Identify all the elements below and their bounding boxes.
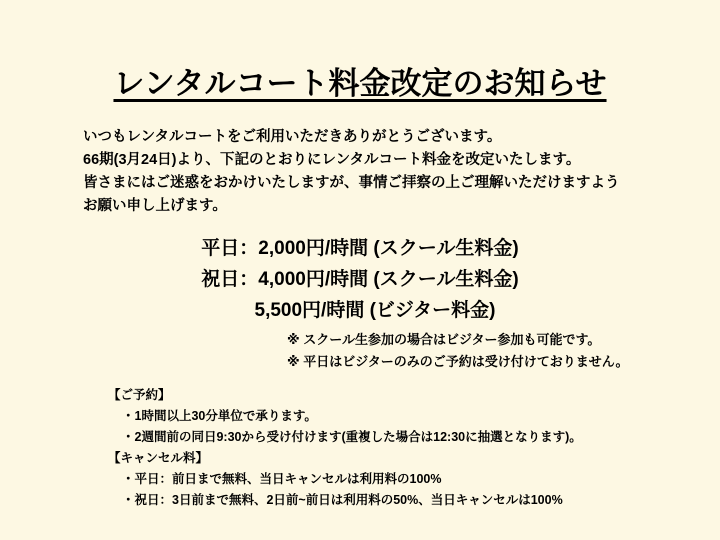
note-1: ※ スクール生参加の場合はビジター参加も可能です。 [287, 332, 601, 347]
reservation-item-2: ・2週間前の同日9:30から受け付けます(重複した場合は12:30に抽選となります)。 [122, 430, 582, 444]
note-2: ※ 平日はビジターのみのご予約は受け付けておりません。 [287, 354, 629, 369]
cancel-item-2: ・祝日：3日前まで無料、2日前~前日は利用料の50%、当日キャンセルは100% [122, 493, 563, 507]
rate-list [0, 233, 720, 326]
rate-holiday-school: 祝日：4,000円/時間 (スクール生料金) [201, 269, 519, 290]
cancel-item-1: ・平日：前日まで無料、当日キャンセルは利用料の100% [122, 472, 442, 486]
details-block [108, 385, 708, 511]
page-title: レンタルコート料金改定のお知らせ [113, 66, 607, 101]
intro-line-4: お願い申し上げます。 [83, 198, 227, 214]
rate-holiday-visitor: 5,500円/時間 (ビジター料金) [254, 300, 496, 321]
intro-line-3: 皆さまにはご迷惑をおかけいたしますが、事情ご拝察の上ご理解いただけますよう [83, 175, 620, 191]
reservation-heading: 【ご予約】 [108, 388, 171, 402]
intro-line-1: いつもレンタルコートをご利用いただきありがとうございます。 [83, 129, 502, 145]
rate-weekday: 平日：2,000円/時間 (スクール生料金) [201, 238, 519, 259]
cancel-heading: 【キャンセル料】 [108, 451, 209, 465]
reservation-item-1: ・1時間以上30分単位で承ります。 [122, 409, 317, 423]
notes-block [287, 329, 707, 373]
intro-line-2: 66期(3月24日)より、下記のとおりにレンタルコート料金を改定いたします。 [83, 152, 581, 168]
intro-paragraph [83, 126, 663, 218]
